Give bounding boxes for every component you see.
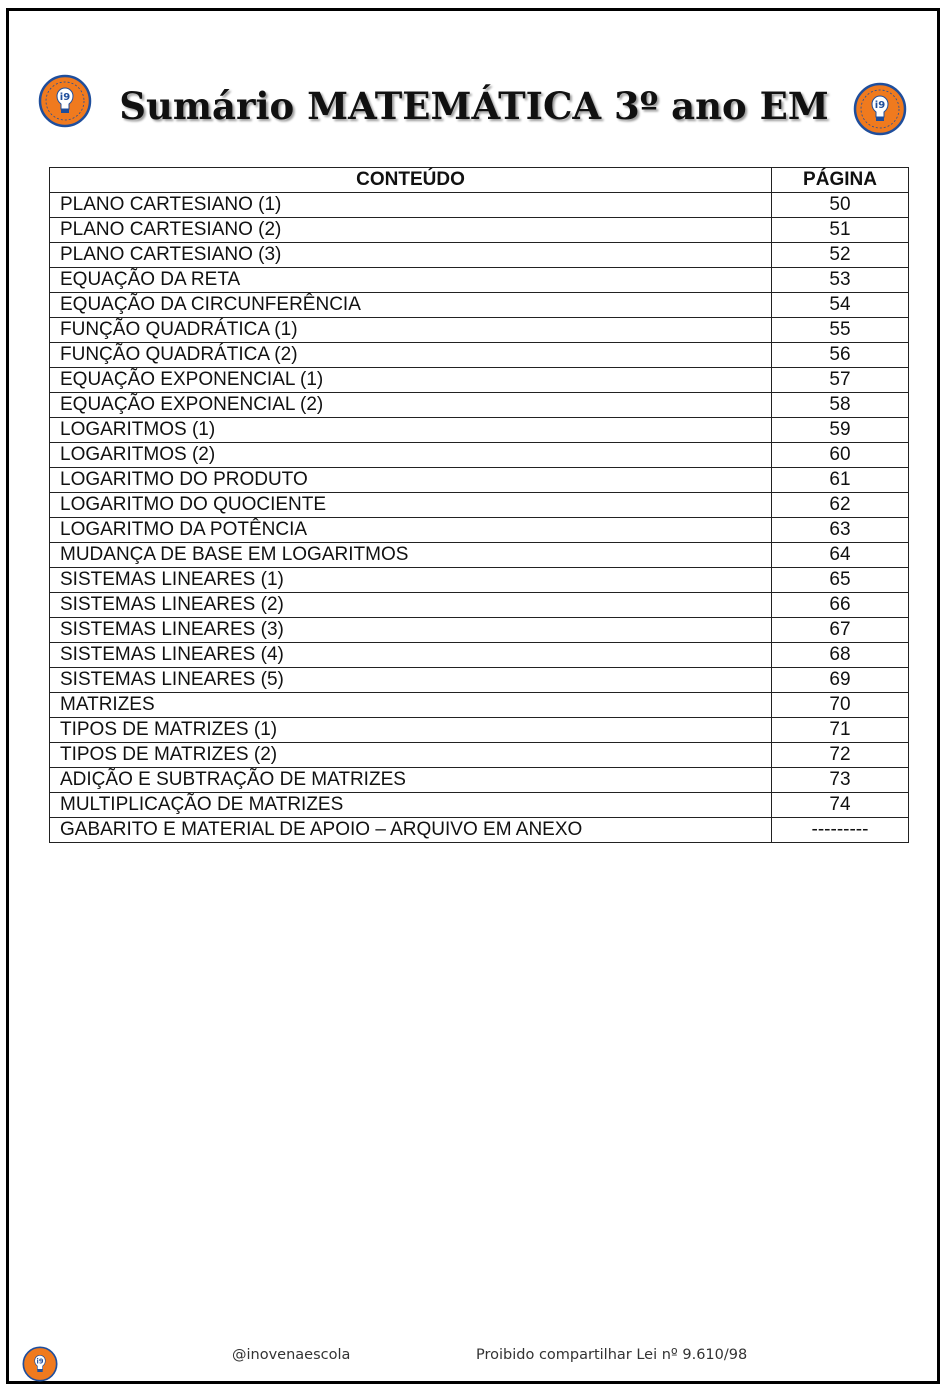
table-row — [50, 743, 909, 768]
page-number-cell: 57 — [772, 368, 909, 393]
topic-cell: EQUAÇÃO DA RETA — [50, 268, 772, 293]
table-row — [50, 693, 909, 718]
topic-cell: LOGARITMO DA POTÊNCIA — [50, 518, 772, 543]
table-row — [50, 468, 909, 493]
topic-cell: SISTEMAS LINEARES (1) — [50, 568, 772, 593]
topic-cell: TIPOS DE MATRIZES (2) — [50, 743, 772, 768]
table-row — [50, 243, 909, 268]
topic-cell: LOGARITMOS (2) — [50, 443, 772, 468]
page-number-cell: 60 — [772, 443, 909, 468]
table-row — [50, 293, 909, 318]
topic-cell: SISTEMAS LINEARES (2) — [50, 593, 772, 618]
topic-cell: MULTIPLICAÇÃO DE MATRIZES — [50, 793, 772, 818]
column-header-topic: CONTEÚDO — [50, 168, 772, 193]
topic-cell: PLANO CARTESIANO (3) — [50, 243, 772, 268]
page-number-cell: 53 — [772, 268, 909, 293]
page-number-cell: 73 — [772, 768, 909, 793]
column-header-page: PÁGINA — [772, 168, 909, 193]
page-number-cell: 65 — [772, 568, 909, 593]
page-number-cell: --------- — [772, 818, 909, 843]
topic-cell: GABARITO E MATERIAL DE APOIO – ARQUIVO EM ANEXO — [50, 818, 772, 843]
page-title: Sumário MATEMÁTICA 3º ano EM — [119, 84, 829, 128]
table-row — [50, 593, 909, 618]
page-number-cell: 52 — [772, 243, 909, 268]
topic-cell: SISTEMAS LINEARES (5) — [50, 668, 772, 693]
table-row — [50, 618, 909, 643]
table-row — [50, 318, 909, 343]
table-row — [50, 568, 909, 593]
page-number-cell: 63 — [772, 518, 909, 543]
logo-text: i9 — [874, 100, 886, 111]
logo-text: i9 — [59, 92, 71, 103]
logo-text: i9 — [36, 1357, 44, 1366]
table-row — [50, 793, 909, 818]
table-row — [50, 418, 909, 443]
table-row — [50, 643, 909, 668]
table-row — [50, 268, 909, 293]
page-number-cell: 55 — [772, 318, 909, 343]
topic-cell: LOGARITMO DO PRODUTO — [50, 468, 772, 493]
page-number-cell: 64 — [772, 543, 909, 568]
page-number-cell: 61 — [772, 468, 909, 493]
topic-cell: MATRIZES — [50, 693, 772, 718]
table-row — [50, 543, 909, 568]
table-row — [50, 443, 909, 468]
table-row — [50, 718, 909, 743]
topic-cell: EQUAÇÃO EXPONENCIAL (2) — [50, 393, 772, 418]
table-row — [50, 518, 909, 543]
topic-cell: FUNÇÃO QUADRÁTICA (2) — [50, 343, 772, 368]
page-number-cell: 56 — [772, 343, 909, 368]
table-row — [50, 493, 909, 518]
table-row — [50, 818, 909, 843]
topic-cell: ADIÇÃO E SUBTRAÇÃO DE MATRIZES — [50, 768, 772, 793]
page-number-cell: 68 — [772, 643, 909, 668]
table-row — [50, 368, 909, 393]
page-number-cell: 72 — [772, 743, 909, 768]
table-row — [50, 343, 909, 368]
page-number-cell: 69 — [772, 668, 909, 693]
table-row — [50, 768, 909, 793]
page-number-cell: 58 — [772, 393, 909, 418]
table-body — [50, 193, 909, 843]
topic-cell: PLANO CARTESIANO (1) — [50, 193, 772, 218]
topic-cell: PLANO CARTESIANO (2) — [50, 218, 772, 243]
table-row — [50, 193, 909, 218]
topic-cell: SISTEMAS LINEARES (4) — [50, 643, 772, 668]
page-number-cell: 67 — [772, 618, 909, 643]
topic-cell: LOGARITMOS (1) — [50, 418, 772, 443]
topic-cell: EQUAÇÃO DA CIRCUNFERÊNCIA — [50, 293, 772, 318]
table-row — [50, 668, 909, 693]
topic-cell: LOGARITMO DO QUOCIENTE — [50, 493, 772, 518]
contents-table — [49, 167, 909, 843]
table-header-row — [50, 168, 909, 193]
page-number-cell: 62 — [772, 493, 909, 518]
table-row — [50, 218, 909, 243]
page-number-cell: 66 — [772, 593, 909, 618]
school-logo-icon — [22, 1346, 58, 1382]
page-number-cell: 70 — [772, 693, 909, 718]
page-number-cell: 50 — [772, 193, 909, 218]
footer-legal-notice: Proibido compartilhar Lei nº 9.610/98 — [476, 1347, 748, 1363]
topic-cell: FUNÇÃO QUADRÁTICA (1) — [50, 318, 772, 343]
page-number-cell: 71 — [772, 718, 909, 743]
topic-cell: MUDANÇA DE BASE EM LOGARITMOS — [50, 543, 772, 568]
page-number-cell: 51 — [772, 218, 909, 243]
topic-cell: TIPOS DE MATRIZES (1) — [50, 718, 772, 743]
topic-cell: EQUAÇÃO EXPONENCIAL (1) — [50, 368, 772, 393]
topic-cell: SISTEMAS LINEARES (3) — [50, 618, 772, 643]
footer-handle: @inovenaescola — [232, 1347, 351, 1363]
page-number-cell: 74 — [772, 793, 909, 818]
table-row — [50, 393, 909, 418]
page-number-cell: 59 — [772, 418, 909, 443]
page-number-cell: 54 — [772, 293, 909, 318]
